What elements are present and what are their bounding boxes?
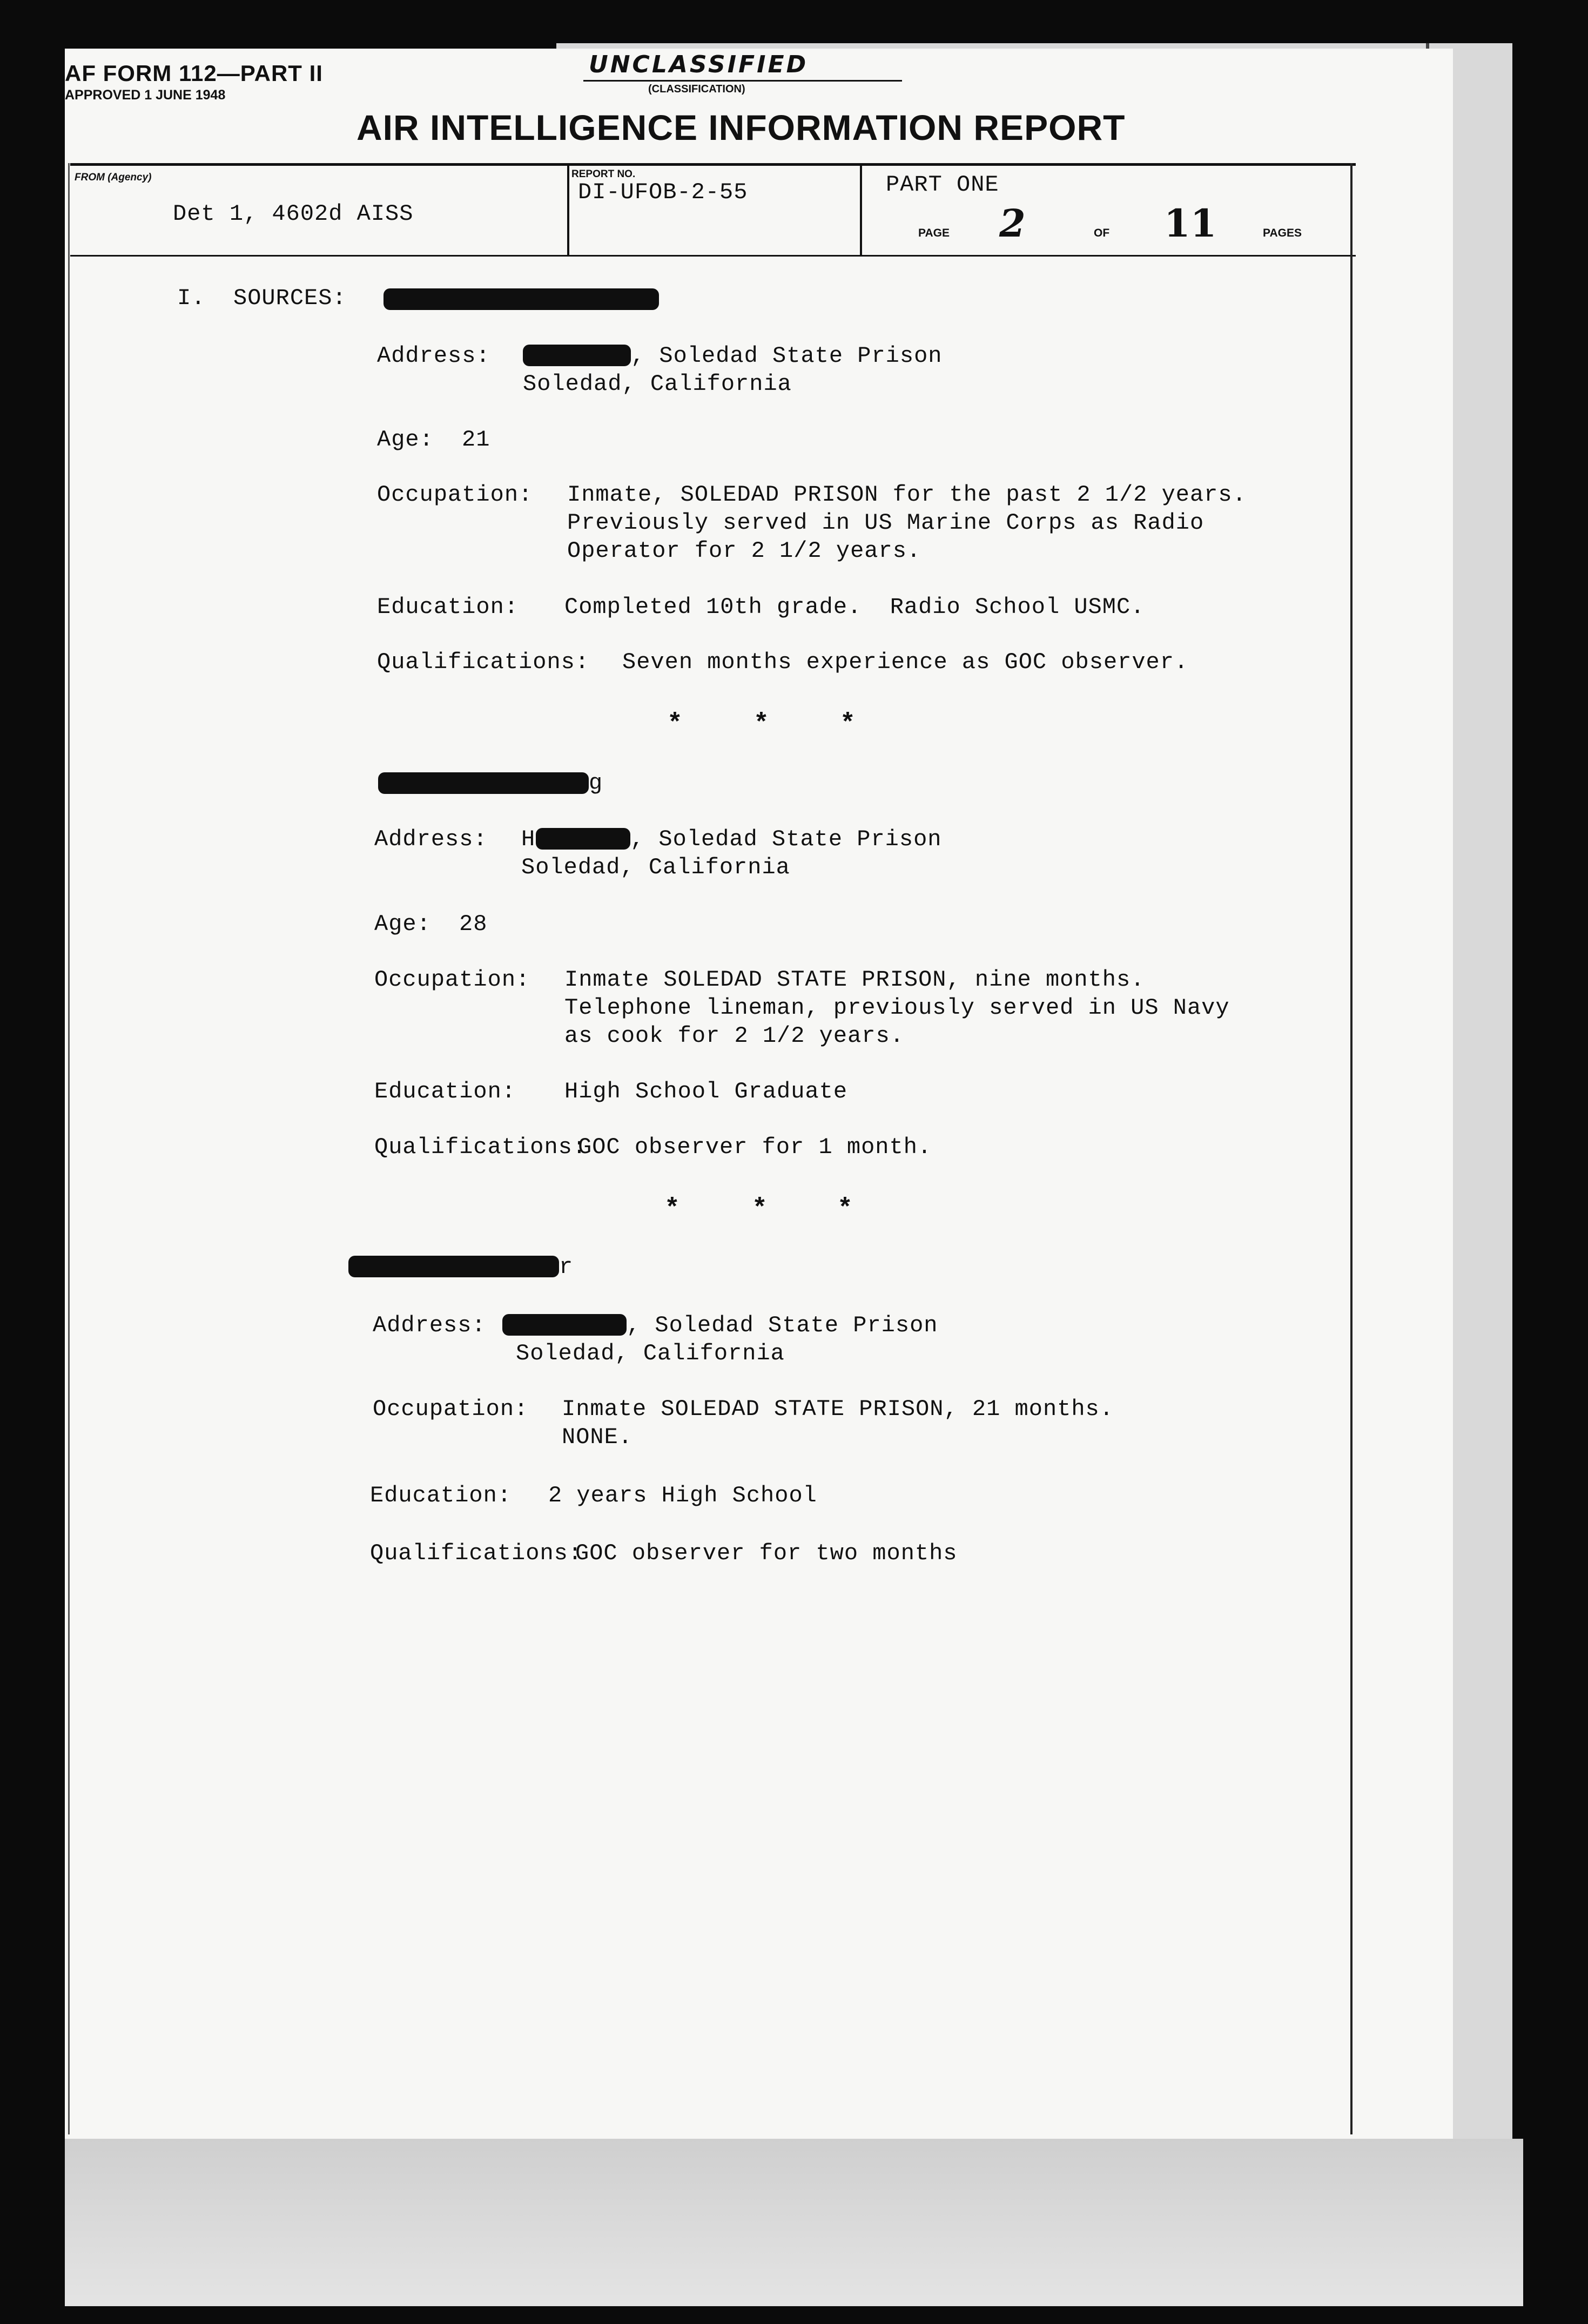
age-value: 21 (462, 427, 490, 453)
address-label: Address: (374, 826, 488, 852)
report-no-caption: REPORT NO. (571, 169, 636, 180)
redacted-address (536, 828, 630, 850)
page-number: 2 (999, 201, 1026, 246)
part-label: PART ONE (886, 172, 999, 198)
address-prefix: H (521, 826, 536, 852)
redacted-address (502, 1314, 627, 1336)
address-label: Address: (377, 343, 490, 369)
name-suffix: r (559, 1254, 574, 1280)
occupation-label: Occupation: (377, 482, 533, 508)
header-divider (860, 163, 862, 255)
education-label: Education: (377, 594, 519, 620)
address-line: , Soledad State Prison (627, 1312, 938, 1338)
education-value: Completed 10th grade. Radio School USMC. (564, 594, 1145, 620)
section-heading: SOURCES: (233, 285, 347, 311)
occupation-label: Occupation: (373, 1396, 529, 1422)
address-line: Soledad, California (521, 854, 790, 880)
education-value: High School Graduate (564, 1079, 848, 1104)
redacted-source-name (383, 288, 659, 310)
section-numeral: I. (177, 285, 206, 311)
occupation-line: as cook for 2 1/2 years. (564, 1023, 904, 1049)
occupation-line: Inmate SOLEDAD STATE PRISON, 21 months. (562, 1396, 1114, 1422)
report-title: AIR INTELLIGENCE INFORMATION REPORT (356, 107, 1126, 147)
address-line: , Soledad State Prison (631, 343, 943, 369)
address-label: Address: (373, 1312, 486, 1338)
page-left-rule (68, 163, 70, 2134)
occupation-label: Occupation: (374, 967, 530, 993)
redacted-source-name (348, 1256, 559, 1277)
pages-label: PAGES (1263, 227, 1302, 239)
from-agency: Det 1, 4602d AISS (173, 201, 414, 227)
of-label: OF (1094, 227, 1110, 239)
occupation-line: Inmate, SOLEDAD PRISON for the past 2 1/2 years. (567, 482, 1247, 508)
qualifications-value: GOC observer for 1 month. (578, 1134, 932, 1160)
occupation-line: Previously served in US Marine Corps as Radio (567, 510, 1205, 536)
redacted-source-name (378, 772, 589, 794)
form-approval-date: APPROVED 1 JUNE 1948 (65, 87, 226, 103)
occupation-line: Operator for 2 1/2 years. (567, 538, 921, 564)
page-right-rule (1350, 163, 1353, 2134)
qualifications-label: Qualifications: (370, 1540, 583, 1566)
header-divider (567, 163, 569, 255)
report-number: DI-UFOB-2-55 (578, 179, 748, 205)
education-label: Education: (370, 1483, 512, 1508)
separator-star: * (753, 710, 769, 739)
address-line: , Soledad State Prison (630, 826, 942, 852)
report-page (65, 49, 1453, 2139)
age-value: 28 (459, 911, 488, 937)
qualifications-label: Qualifications: (377, 649, 590, 675)
occupation-line: Inmate SOLEDAD STATE PRISON, nine months. (564, 967, 1145, 993)
separator-star: * (840, 710, 856, 739)
redacted-address (523, 345, 631, 366)
qualifications-value: GOC observer for two months (575, 1540, 958, 1566)
separator-star: * (667, 710, 683, 739)
name-suffix: g (589, 770, 603, 796)
separator-star: * (752, 1195, 768, 1224)
occupation-line: NONE. (562, 1424, 633, 1450)
age-label: Age: (374, 911, 431, 937)
from-caption: FROM (Agency) (75, 172, 152, 183)
form-id: AF FORM 112—PART II (65, 60, 323, 86)
classification-stamp: UNCLASSIFIED (589, 51, 809, 78)
classification-caption: (CLASSIFICATION) (648, 83, 745, 95)
address-line: Soledad, California (523, 371, 792, 397)
total-pages: 11 (1164, 201, 1217, 246)
qualifications-label: Qualifications: (374, 1134, 587, 1160)
page-label: PAGE (918, 227, 950, 239)
address-line: Soledad, California (516, 1340, 785, 1366)
separator-star: * (664, 1195, 680, 1224)
qualifications-value: Seven months experience as GOC observer. (622, 649, 1189, 675)
age-label: Age: (377, 427, 434, 453)
classification-underline (583, 80, 902, 82)
separator-star: * (837, 1195, 853, 1224)
education-value: 2 years High School (548, 1483, 817, 1508)
scan-margin (65, 2139, 1523, 2306)
occupation-line: Telephone lineman, previously served in US Navy (564, 995, 1230, 1021)
education-label: Education: (374, 1079, 516, 1104)
